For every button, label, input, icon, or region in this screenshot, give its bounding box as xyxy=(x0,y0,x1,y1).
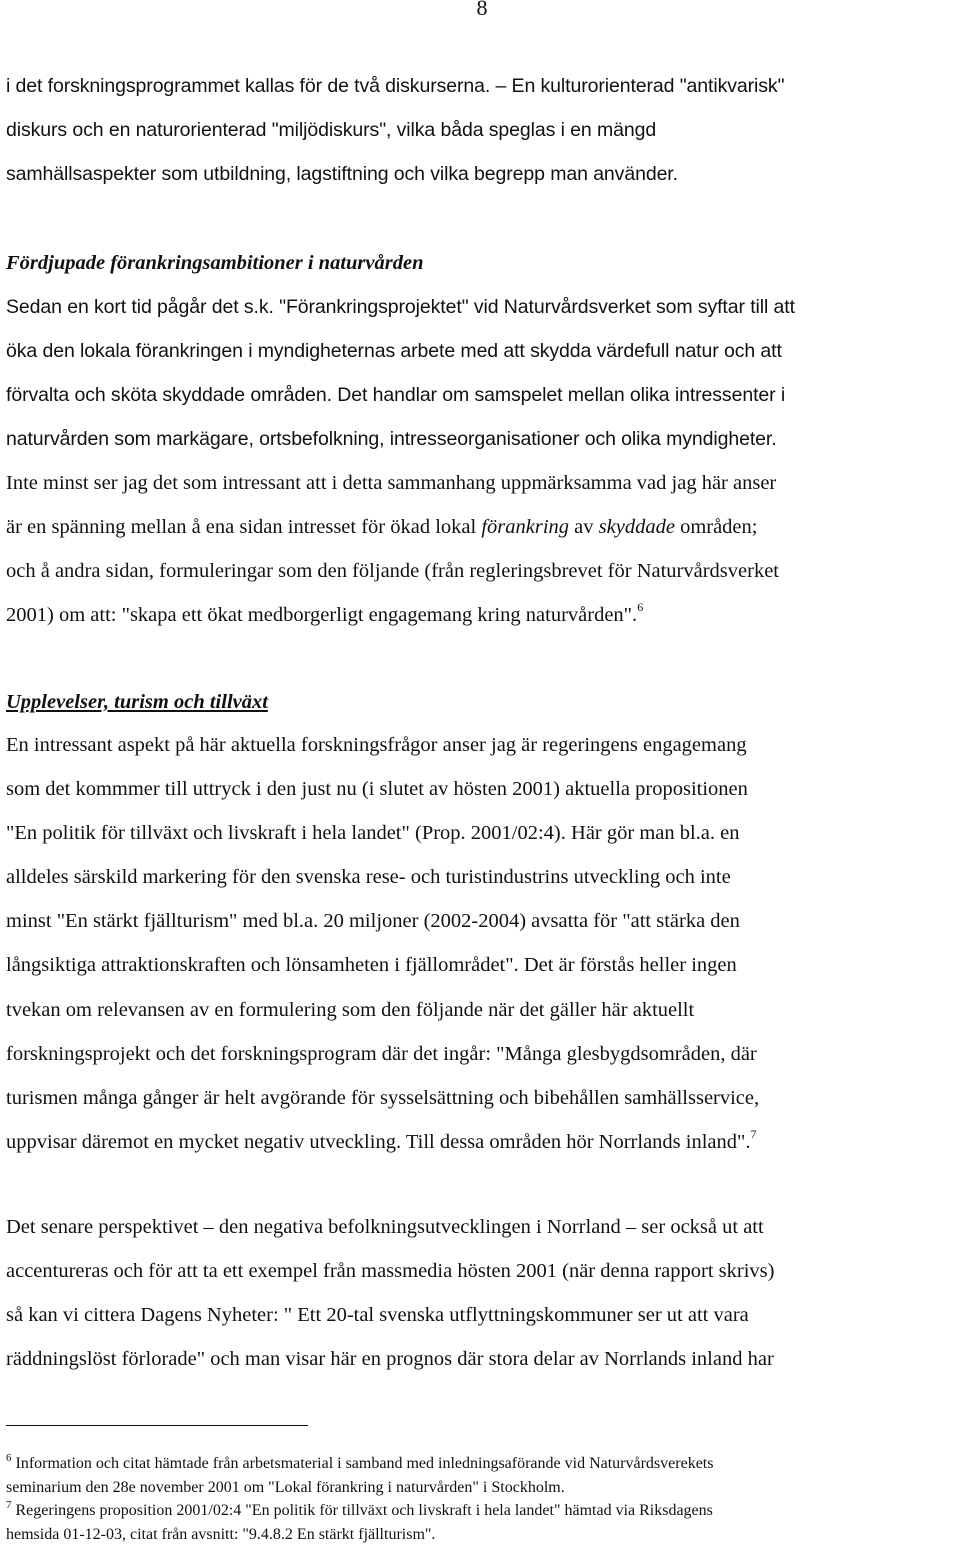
footnote-number: 7 xyxy=(6,1498,12,1511)
text-line: samhällsaspekter som utbildning, lagstiftning och vilka begrepp man använder. xyxy=(6,163,678,185)
footnote-line: seminarium den 28e november 2001 om "Lokal förankring i naturvården" i Stockholm. xyxy=(6,1478,565,1496)
emphasis-skyddade: skyddade xyxy=(598,516,675,538)
footnote-line: hemsida 01-12-03, citat från avsnitt: "9.4.8.2 En stärkt fjällturism". xyxy=(6,1525,436,1543)
text-line: räddningslöst förlorade" och man visar här en prognos där stora delar av Norrlands inland har xyxy=(6,1348,774,1371)
text-line: och å andra sidan, formuleringar som den följande (från regleringsbrevet för Naturvårdsverket xyxy=(6,560,779,582)
paragraph-intro xyxy=(6,64,956,196)
footnote-ref-7: 7 xyxy=(750,1127,757,1142)
footnote-number: 6 xyxy=(6,1451,12,1464)
text-line: Det senare perspektivet – den negativa befolkningsutvecklingen i Norrland – ser också ut att xyxy=(6,1216,764,1238)
text-line: minst "En stärkt fjällturism" med bl.a. 20 miljoner (2002-2004) avsatta för "att stärka den xyxy=(6,910,740,933)
text-line: alldeles särskild markering för den svenska rese- och turistindustrins utveckling och inte xyxy=(6,866,731,889)
footnote-7 xyxy=(6,1499,956,1546)
paragraph-forankring xyxy=(6,285,956,637)
paragraph-norrland xyxy=(6,1205,956,1381)
text-line: i det forskningsprogrammet kallas för de två diskurserna. – En kulturorienterad "antikvarisk" xyxy=(6,75,785,97)
footnote-separator xyxy=(6,1425,308,1426)
text-line: tvekan om relevansen av en formulering som den följande när det gäller här aktuellt xyxy=(6,998,695,1021)
text-line: turismen många gånger är helt avgörande för sysselsättning och bibehållen samhällsservice, xyxy=(6,1086,760,1109)
text-line: är en spänning mellan å ena sidan intresset för ökad lokal förankring av skyddade områden; xyxy=(6,516,758,538)
text-line: En intressant aspekt på här aktuella forskningsfrågor anser jag är regeringens engagemang xyxy=(6,734,747,756)
text-line: diskurs och en naturorienterad "miljödiskurs", vilka båda speglas i en mängd xyxy=(6,119,657,141)
text-line: långsiktiga attraktionskraften och lönsamheten i fjällområdet". Det är förstås heller ingen xyxy=(6,954,737,977)
text-line: Inte minst ser jag det som intressant att i detta sammanhang uppmärksamma vad jag här anser xyxy=(6,472,777,494)
footnote-line: $^6$ Information och citat hämtade från arbetsmaterial i samband med inledningsaförande vid Naturvårdsverekets xyxy=(6,1451,714,1472)
text-line: naturvården som markägare, ortsbefolkning, intresseorganisationer och olika myndigheter. xyxy=(6,428,777,450)
text-line: öka den lokala förankringen i myndigheternas arbete med att skydda värdefull natur och att xyxy=(6,340,782,362)
text-line: så kan vi cittera Dagens Nyheter: " Ett 20-tal svenska utflyttningskommuner ser ut att vara xyxy=(6,1304,749,1327)
text-line: "En politik för tillväxt och livskraft i hela landet" (Prop. 2001/02:4). Här gör man bl.a. en xyxy=(6,822,740,845)
text-line: förvalta och sköta skyddade områden. Det handlar om samspelet mellan olika intressenter i xyxy=(6,384,786,406)
text-line: uppvisar däremot en mycket negativ utveckling. Till dessa områden hör Norrlands inland".$^7$ xyxy=(6,1127,757,1153)
text-line: forskningsprojekt och det forskningsprogram där det ingår: "Många glesbygdsområden, där xyxy=(6,1042,757,1065)
emphasis-forankring: förankring xyxy=(481,516,570,538)
section-heading-forankring: Fördjupade förankringsambitioner i naturvården xyxy=(6,252,424,274)
text-line: accentureras och för att ta ett exempel från massmedia hösten 2001 (när denna rapport skrivs) xyxy=(6,1260,775,1283)
footnote-6 xyxy=(6,1452,956,1499)
page-number: 8 xyxy=(476,0,488,20)
section-heading-turism: Upplevelser, turism och tillväxt xyxy=(6,691,268,713)
text-line: Sedan en kort tid pågår det s.k. "Förankringsprojektet" vid Naturvårdsverket som syftar till att xyxy=(6,296,795,318)
footnote-line: $^7$ Regeringens proposition 2001/02:4 "En politik för tillväxt och livskraft i hela landet" hämtad via Riksdagens xyxy=(6,1498,713,1519)
text-line: som det kommmer till uttryck i den just nu (i slutet av hösten 2001) aktuella propositionen xyxy=(6,778,748,801)
footnote-ref-6: 6 xyxy=(637,600,644,615)
paragraph-turism xyxy=(6,723,956,1164)
text-line: 2001) om att: "skapa ett ökat medborgerligt engagemang kring naturvården".$^6$ xyxy=(6,600,644,626)
